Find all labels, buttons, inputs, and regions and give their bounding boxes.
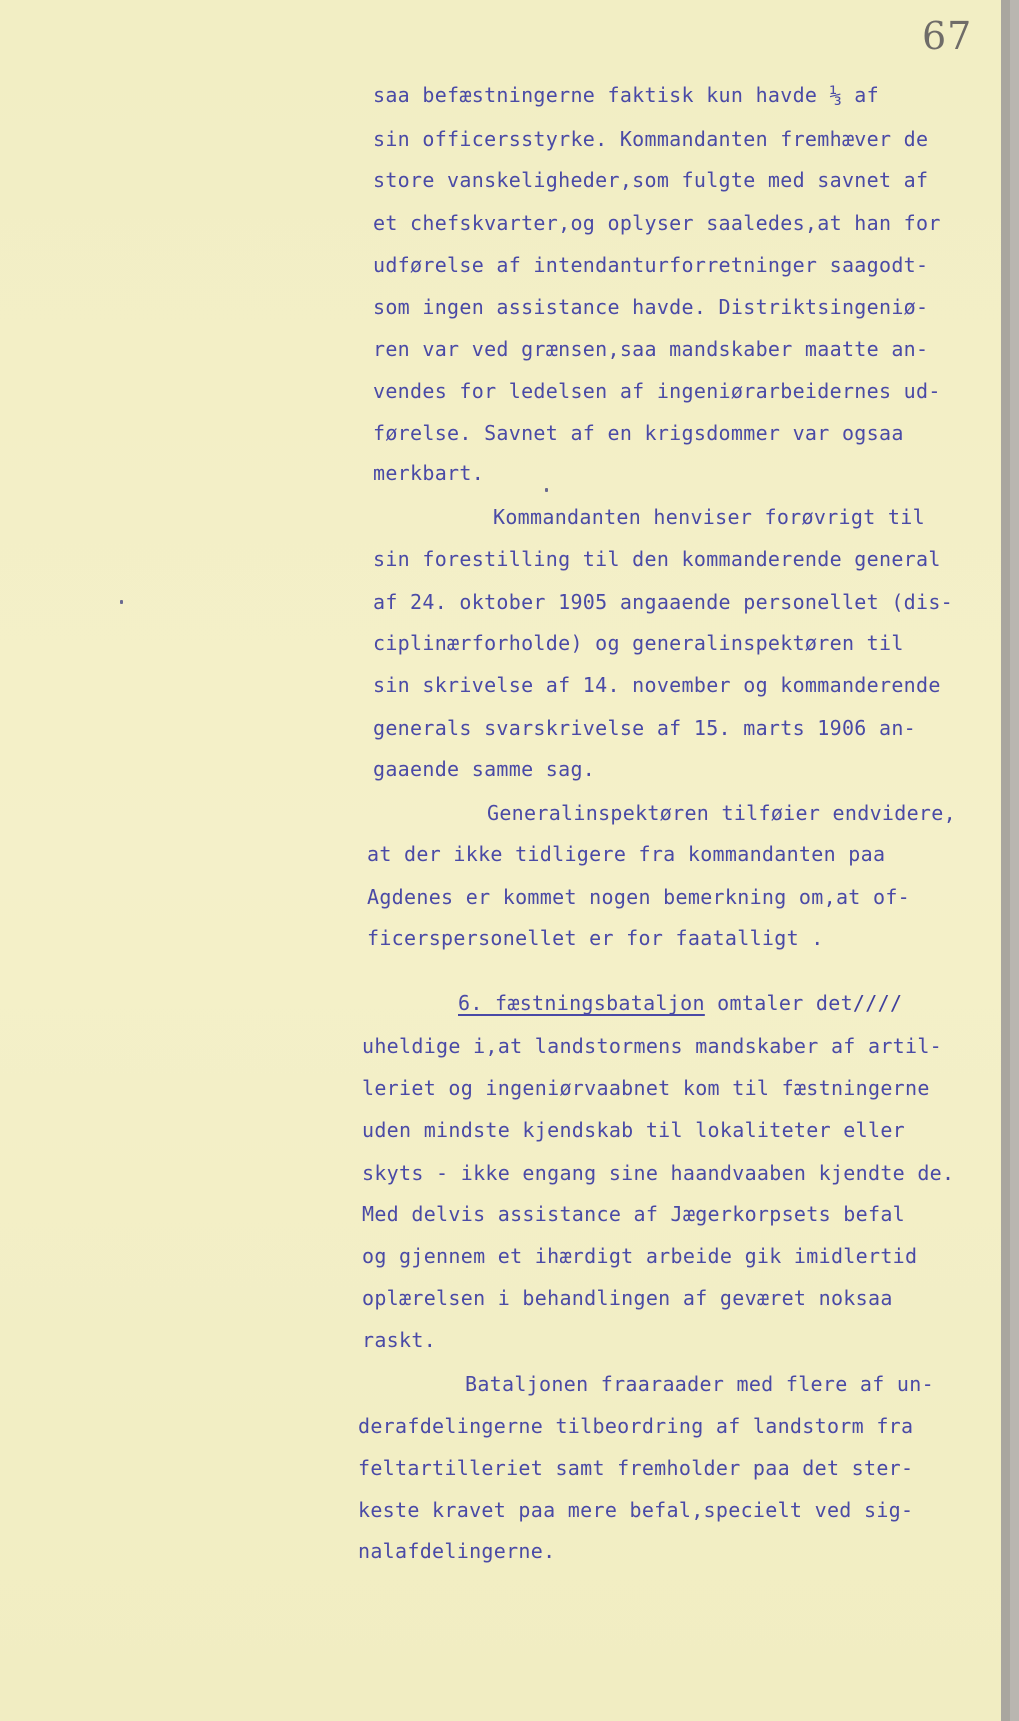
text-line: sin officersstyrke. Kommandanten fremhæver de — [373, 127, 929, 151]
page-number: 67 — [922, 14, 973, 58]
text-line: raskt. — [362, 1328, 437, 1352]
text-line: som ingen assistance havde. Distriktsingeniø- — [373, 295, 929, 319]
text-line: leriet og ingeniørvaabnet kom til fæstningerne — [362, 1076, 930, 1100]
text-line: generals svarskrivelse af 15. marts 1906 an- — [373, 716, 917, 740]
text-line: merkbart. — [373, 461, 485, 485]
text-line: gaaende samme sag. — [373, 757, 596, 781]
text-line: Bataljonen fraaraader med flere af un- — [465, 1372, 934, 1396]
text-line: uden mindste kjendskab til lokaliteter eller — [362, 1118, 906, 1142]
text-line: Generalinspektøren tilføier endvidere, — [487, 801, 956, 825]
text-line: saa befæstningerne faktisk kun havde ⅓ af — [373, 83, 879, 107]
text-line: at der ikke tidligere fra kommandanten paa — [367, 842, 886, 866]
section-heading-line — [458, 990, 902, 1016]
text-line: Kommandanten henviser forøvrigt til — [493, 505, 925, 529]
struck-out-text: //// — [852, 991, 903, 1015]
text-line: sin forestilling til den kommanderende general — [373, 547, 941, 571]
paper-mark — [545, 488, 548, 492]
section-heading: 6. fæstningsbataljon — [458, 991, 705, 1015]
paper-mark — [120, 600, 123, 604]
text-line: af 24. oktober 1905 angaaende personellet (dis- — [373, 590, 954, 614]
text-line: et chefskvarter,og oplyser saaledes,at han for — [373, 211, 941, 235]
text-line: keste kravet paa mere befal,specielt ved sig- — [358, 1498, 914, 1522]
heading-line-text: omtaler det — [704, 991, 853, 1015]
text-line: ren var ved grænsen,saa mandskaber maatte an- — [373, 337, 929, 361]
text-line: skyts - ikke engang sine haandvaaben kjendte de. — [362, 1161, 955, 1185]
text-line: feltartilleriet samt fremholder paa det ster- — [358, 1456, 914, 1480]
text-line: Agdenes er kommet nogen bemerkning om,at of- — [367, 885, 911, 909]
text-line: ciplinærforholde) og generalinspektøren til — [373, 631, 904, 655]
page-edge — [1001, 0, 1010, 1721]
text-line: uheldige i,at landstormens mandskaber af artil- — [362, 1034, 943, 1058]
text-line: oplærelsen i behandlingen af geværet noksaa — [362, 1286, 893, 1310]
text-line: store vanskeligheder,som fulgte med savnet af — [373, 168, 929, 192]
text-line: Med delvis assistance af Jægerkorpsets befal — [362, 1202, 906, 1226]
text-line: nalafdelingerne. — [358, 1539, 556, 1563]
text-line: førelse. Savnet af en krigsdommer var ogsaa — [373, 421, 904, 445]
text-line: vendes for ledelsen af ingeniørarbeidernes ud- — [373, 379, 941, 403]
text-line: sin skrivelse af 14. november og kommanderende — [373, 673, 941, 697]
text-line: og gjennem et ihærdigt arbeide gik imidlertid — [362, 1244, 918, 1268]
text-line: derafdelingerne tilbeordring af landstorm fra — [358, 1414, 914, 1438]
text-line: udførelse af intendanturforretninger saagodt- — [373, 253, 929, 277]
text-line: ficerspersonellet er for faatalligt . — [367, 926, 824, 950]
